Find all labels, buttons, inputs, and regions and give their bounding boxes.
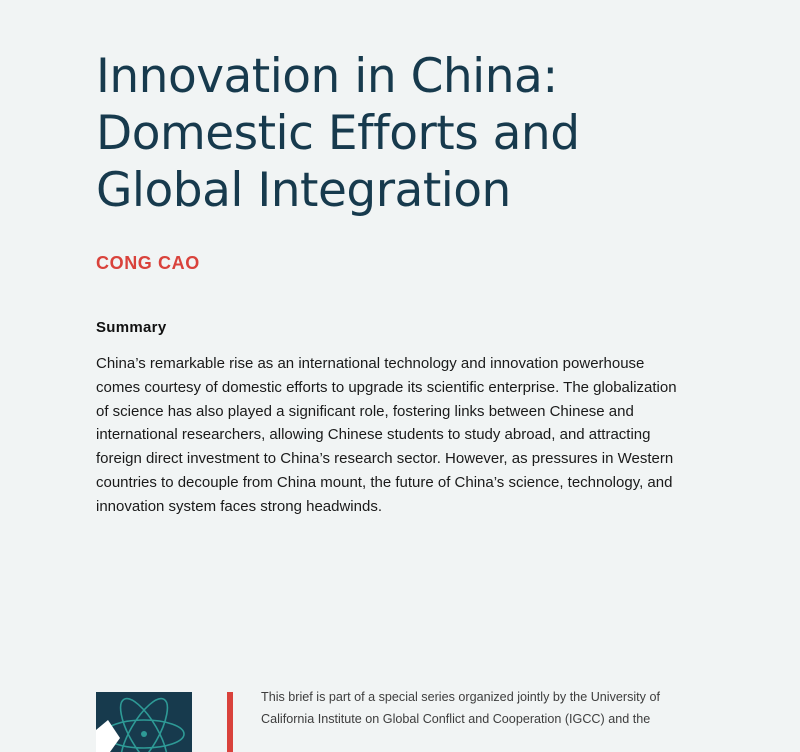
title-line: Innovation in China: xyxy=(96,49,558,104)
summary-heading: Summary xyxy=(96,319,167,336)
title-line: Domestic Efforts and xyxy=(96,106,580,161)
summary-text: China’s remarkable rise as an international technology and innovation powerhouse comes courtesy of domestic efforts to upgrade its scientific enterprise. The globalization of science has also played a significant role, fostering links between Chinese and international researchers, allowing Chinese students to study abroad, and attracting foreign direct investment to China’s research sector. However, as pressures in Western countries to decouple from China mount, the future of China’s science, technology, and innovation system faces strong headwinds. xyxy=(96,355,677,515)
series-note: This brief is part of a special series organized jointly by the University of California Institute on Global Conflict and Cooperation (IGCC) and the xyxy=(261,690,660,726)
title-line: Global Integration xyxy=(96,163,511,218)
accent-bar xyxy=(227,692,233,752)
logo-atom-icon xyxy=(96,692,192,752)
atom-icon xyxy=(96,692,192,752)
document-title xyxy=(96,48,736,219)
author-name: CONG CAO xyxy=(96,253,200,273)
white-shape xyxy=(96,720,120,752)
